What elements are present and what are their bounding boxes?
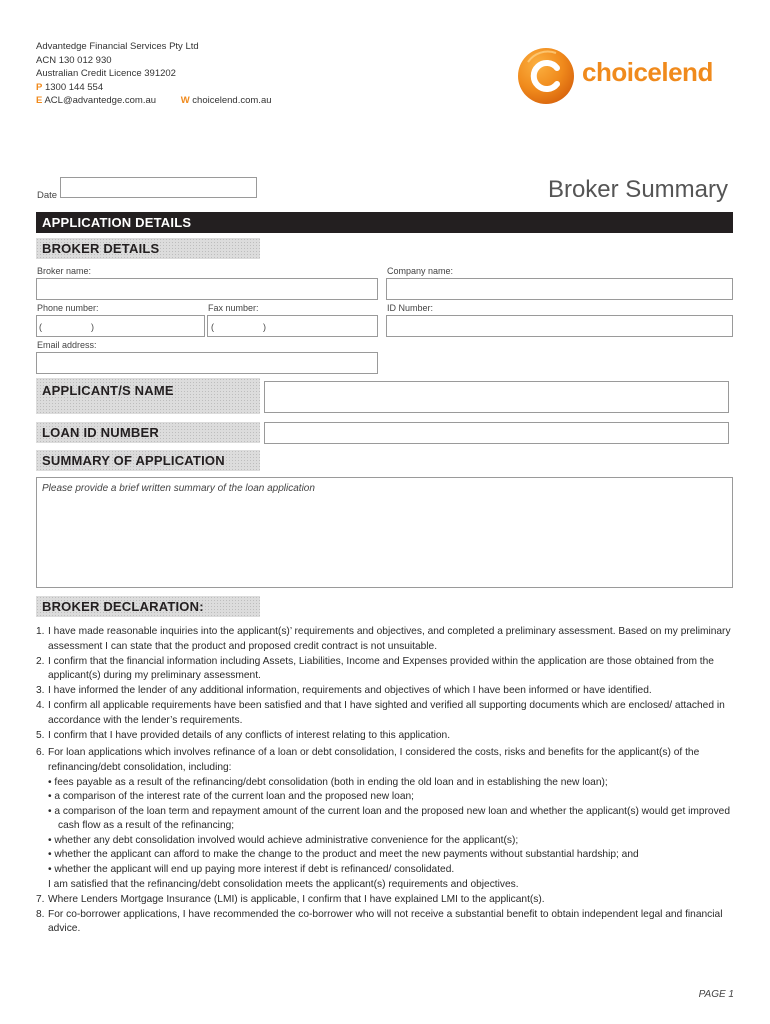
fax-paren-close: ) — [263, 322, 266, 332]
logo-text — [582, 57, 713, 88]
bullet-item: • a comparison of the interest rate of the current loan and the proposed new loan; — [48, 791, 415, 803]
web-value: choicelend.com.au — [192, 95, 272, 107]
summary-header: SUMMARY OF APPLICATION — [36, 450, 260, 471]
choicelend-logo — [516, 46, 736, 106]
summary-hint: Please provide a brief written summary of the loan application — [42, 483, 315, 494]
applicant-name-header: APPLICANT/S NAME — [36, 378, 260, 414]
phone-number-field[interactable] — [36, 315, 205, 337]
email-label: E — [36, 95, 43, 107]
fax-number-label: Fax number: — [208, 303, 259, 313]
email-address-label: Email address: — [37, 340, 97, 350]
list-item: 8. For co-borrower applications, I have recommended the co-borrower who will not receive a substantial benefit to obtain independent legal and financial advice. — [36, 908, 723, 935]
company-name-field[interactable] — [386, 278, 733, 300]
page-number: PAGE 1 — [698, 989, 734, 1000]
fax-number-field[interactable] — [207, 315, 378, 337]
date-label: Date — [37, 190, 58, 201]
company-licence: Australian Credit Licence 391202 — [36, 68, 176, 80]
phone-paren-close: ) — [91, 322, 94, 332]
broker-declaration-header: BROKER DECLARATION: — [36, 596, 260, 617]
bullet-item: • whether the applicant can afford to make the change to the product and meet the new payments without substantial hardship; and — [48, 849, 639, 861]
id-number-field[interactable] — [386, 315, 733, 337]
logo-mark-icon — [516, 46, 580, 106]
email-value: ACL@advantedge.com.au — [44, 95, 157, 107]
phone-value: 1300 144 554 — [44, 81, 104, 93]
list-item: 6. For loan applications which involves refinance of a loan or debt consolidation, I considered the costs, risks and benefits for the applicant(s) of the refinancing/debt consolidation, including: • fees payable as a result of the refinancing/debt consolidation (both in ending the old loan and in establishing the new loan); • a comparison of the interest rate of the current loan and the proposed new loan; • a comparison of the loan term and repayment amount of the current loan and the proposed new loan and whether the applicant(s) would get improved cash flow as a result of the refinancing; • whether any debt consolidation involved would achieve administrative convenience for the applicant(s); • whether the applicant can afford to make the change to the product and meet the new payments without substantial hardship; and • whether the applicant will end up paying more interest if debt is refinanced/ consolidated. I am satisfied that the refinancing/debt consolidation meets the applicant(s) requirements and objectives. — [36, 746, 736, 892]
bullet-item: • fees payable as a result of the refinancing/debt consolidation (both in ending the old loan and in establishing the new loan); — [48, 776, 608, 788]
fax-paren-open: ( — [211, 322, 214, 332]
date-field[interactable] — [60, 177, 257, 198]
company-name: Advantedge Financial Services Pty Ltd — [36, 41, 199, 52]
company-contact — [36, 94, 272, 108]
broker-name-label: Broker name: — [37, 266, 92, 276]
application-details-header: APPLICATION DETAILS — [36, 212, 733, 233]
logo-text-lend: lend — [661, 57, 713, 87]
company-name-label: Company name: — [387, 266, 454, 276]
phone-label: P — [36, 81, 43, 93]
company-phone — [36, 81, 272, 95]
page-title: Broker Summary — [547, 176, 728, 203]
list-item: 1. I have made reasonable inquiries into the applicant(s)’ requirements and objectives, and completed a preliminary assessment. Based on my preliminary assessment I can state that the product and proposed credit contract is not unsuitable. — [36, 626, 731, 652]
bullet-item: • a comparison of the loan term and repayment amount of the current loan and the proposed new loan and whether the applicant(s) would get improved cash flow as a result of the refinancing; — [48, 805, 731, 832]
list-item: 2. I confirm that the financial information including Assets, Liabilities, Income and Expenses provided within the application are those obtained from the applicant(s) during my preliminary assessment. — [36, 655, 714, 682]
web-label: W — [180, 95, 190, 107]
loan-id-field[interactable] — [264, 422, 729, 444]
phone-paren-open: ( — [39, 322, 42, 332]
broker-details-header: BROKER DETAILS — [36, 238, 260, 259]
company-acn: ACN 130 012 930 — [36, 54, 112, 66]
loan-id-header: LOAN ID NUMBER — [36, 422, 260, 443]
satisfied-statement: I am satisfied that the refinancing/debt consolidation meets the applicant(s) requirements and objectives. — [48, 878, 519, 890]
id-number-label: ID Number: — [387, 303, 434, 313]
logo-text-choice: choice — [582, 57, 662, 87]
list-item: 4. I confirm all applicable requirements have been satisfied and that I have sighted and verified all supporting documents which are enclosed/ attached in accordance with the lender’s requirements. — [36, 700, 725, 726]
list-item: 7. Where Lenders Mortgage Insurance (LMI) is applicable, I confirm that I have explained LMI to the applicant(s). — [36, 893, 545, 905]
email-address-field[interactable] — [36, 352, 378, 374]
applicant-name-field[interactable] — [264, 381, 729, 413]
list-item: 5. I confirm that I have provided details of any conflicts of interest relating to this application. — [36, 729, 451, 741]
company-details — [36, 40, 272, 108]
phone-number-label: Phone number: — [37, 303, 99, 313]
refinance-bullets — [48, 776, 736, 893]
bullet-item: • whether the applicant will end up paying more interest if debt is refinanced/ consolidated. — [48, 864, 455, 876]
broker-name-field[interactable] — [36, 278, 378, 300]
bullet-item: • whether any debt consolidation involved would achieve administrative convenience for the applicant(s); — [48, 834, 519, 846]
list-item: 3. I have informed the lender of any additional information, requirements and objectives of which I have been informed or have identified. — [36, 685, 652, 697]
declaration-list — [36, 625, 736, 937]
